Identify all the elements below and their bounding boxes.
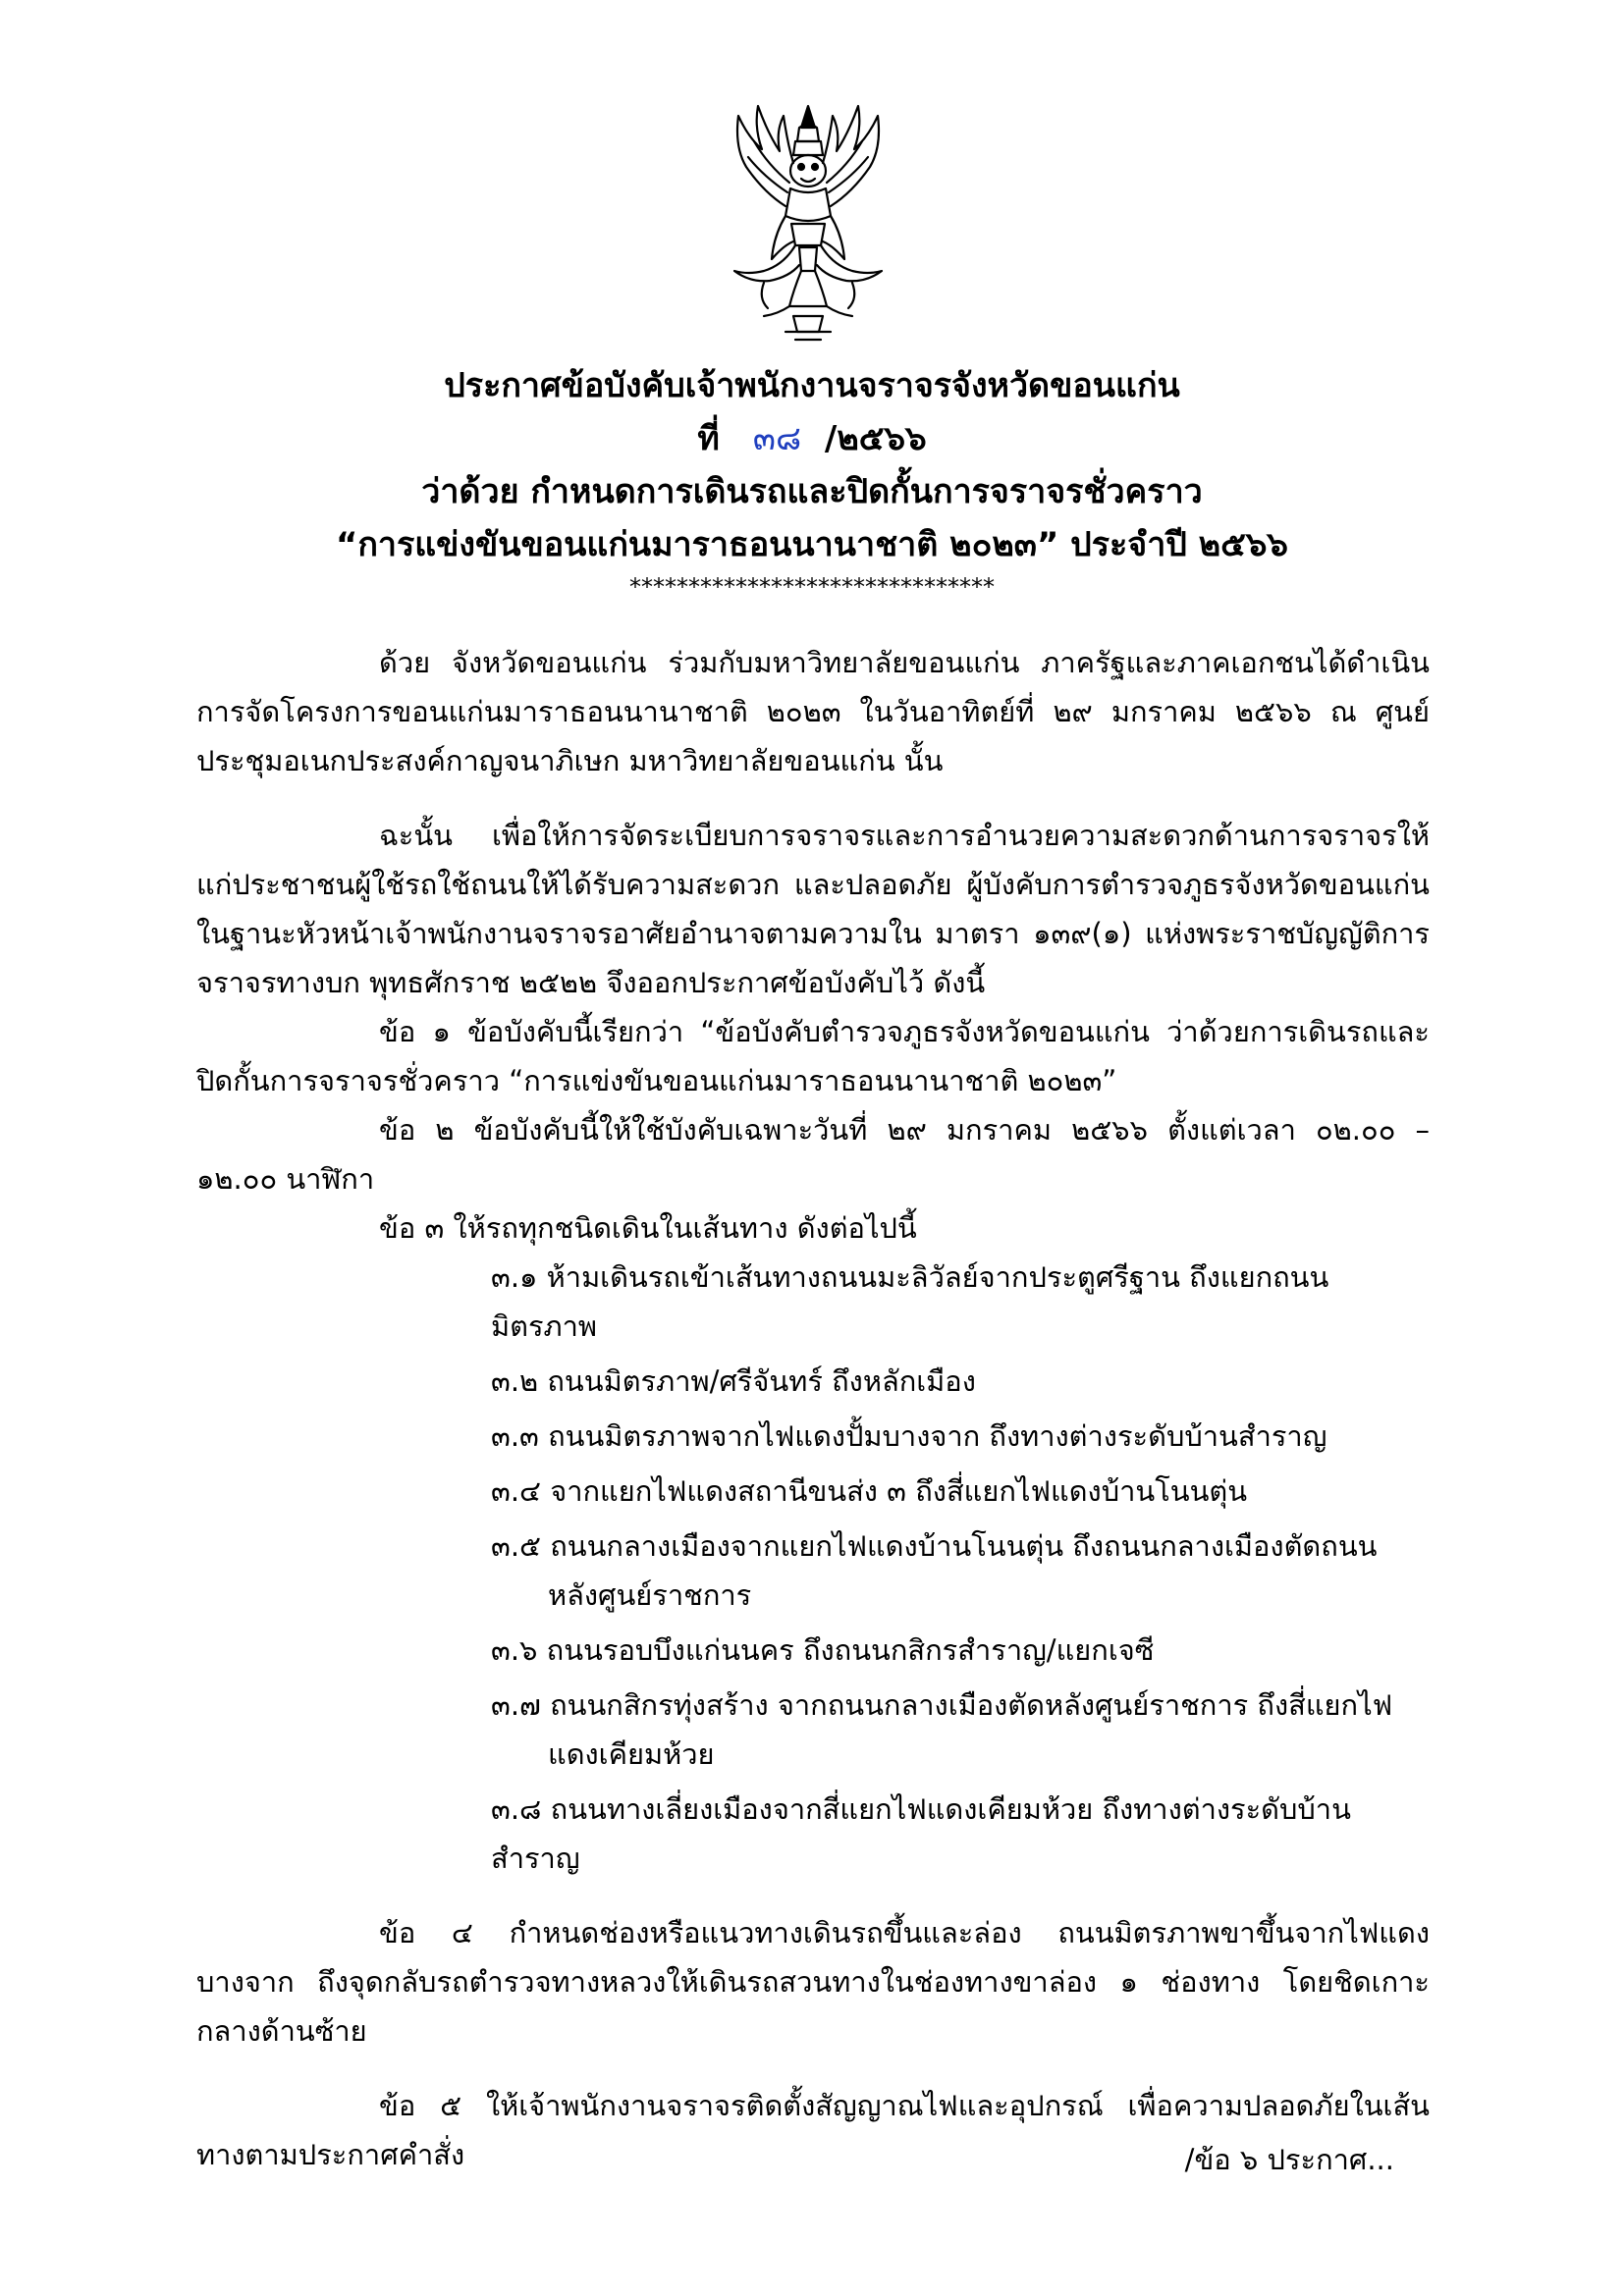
clause-3: ข้อ ๓ ให้รถทุกชนิดเดินในเส้นทาง ดังต่อไปนี้	[379, 1211, 917, 1245]
document-event: “การแข่งขันขอนแก่นมาราธอนนานาชาติ ๒๐๒๓” ประจำปี ๒๕๖๖	[335, 525, 1289, 564]
garuda-emblem-icon	[705, 98, 911, 346]
clause-1: ข้อ ๑ ข้อบังคับนี้เรียกว่า “ข้อบังคับตำรวจภูธรจังหวัดขอนแก่น ว่าด้วยการเดินรถและปิดกั้นการจราจรชั่วคราว “การแข่งขันขอนแก่นมาราธอนนานาชาติ ๒๐๒๓”	[196, 1015, 1430, 1097]
authority-paragraph: ฉะนั้น เพื่อให้การจัดระเบียบการจราจรและการอำนวยความสะดวกด้านการจราจรให้แก่ประชาชนผู้ใช้รถใช้ถนนให้ได้รับความสะดวก และปลอดภัย ผู้บังคับการตำรวจภูธรจังหวัดขอนแก่นในฐานะหัวหน้าเจ้าพนักงานจราจรอาศัยอำนาจตามความใน มาตรา ๑๓๙(๑) แห่งพระราชบัญญัติการจราจรทางบก พุทธศักราช ๒๕๒๒ จึงออกประกาศข้อบังคับไว้ ดังนี้	[196, 819, 1430, 999]
document-number	[196, 412, 1428, 465]
route-item	[196, 1522, 1430, 1620]
route-item-continuation: แดงเคียมห้วย	[548, 1737, 715, 1771]
clause-4: ข้อ ๔ กำหนดช่องหรือแนวทางเดินรถขึ้นและล่อง ถนนมิตรภาพขาขึ้นจากไฟแดงบางจาก ถึงจุดกลับรถตำรวจทางหลวงให้เดินรถสวนทางในช่องทางขาล่อง ๑ ช่องทาง โดยชิดเกาะกลางด้านซ้าย	[196, 1916, 1430, 2048]
route-item: ๓.๓ ถนนมิตรภาพจากไฟแดงปั้มบางจาก ถึงทางต่างระดับบ้านสำราญ	[491, 1419, 1327, 1453]
number-prefix: ที่	[697, 419, 720, 458]
route-item: ๓.๔ จากแยกไฟแดงสถานีขนส่ง ๓ ถึงสี่แยกไฟแดงบ้านโนนตุ่น	[491, 1474, 1248, 1508]
document-header	[196, 359, 1428, 599]
clause-2: ข้อ ๒ ข้อบังคับนี้ให้ใช้บังคับเฉพาะวันที่ ๒๙ มกราคม ๒๕๖๖ ตั้งแต่เวลา ๐๒.๐๐ – ๑๒.๐๐ นาฬิกา	[196, 1113, 1430, 1196]
route-item: ๓.๒ ถนนมิตรภาพ/ศรีจันทร์ ถึงหลักเมือง	[491, 1364, 976, 1398]
route-item-continuation: หลังศูนย์ราชการ	[548, 1578, 752, 1612]
clause-5: ข้อ ๕ ให้เจ้าพนักงานจราจรติดตั้งสัญญาณไฟและอุปกรณ์ เพื่อความปลอดภัยในเส้นทางตามประกาศคำสั่ง	[196, 2089, 1430, 2171]
route-item: ๓.๑ ห้ามเดินรถเข้าเส้นทางถนนมะลิวัลย์จากประตูศรีฐาน ถึงแยกถนนมิตรภาพ	[491, 1260, 1329, 1343]
route-item	[196, 1681, 1430, 1779]
star-divider: *******************************	[629, 573, 995, 601]
route-item-text: ๓.๗ ถนนกสิกรทุ่งสร้าง จากถนนกลางเมืองตัดหลังศูนย์ราชการ ถึงสี่แยกไฟ	[491, 1688, 1393, 1722]
number-value: ๓๘	[752, 419, 802, 458]
route-item: ๓.๖ ถนนรอบบึงแก่นนคร ถึงถนนกสิกรสำราญ/แยกเจซี	[491, 1633, 1155, 1667]
route-item: ๓.๘ ถนนทางเลี่ยงเมืองจากสี่แยกไฟแดงเคียมห้วย ถึงทางต่างระดับบ้านสำราญ	[491, 1792, 1351, 1875]
route-list	[196, 1253, 1430, 1883]
continuation-note: /ข้อ ๖ ประกาศ...	[1184, 2143, 1394, 2176]
number-suffix: /๒๕๖๖	[824, 419, 927, 458]
document-title: ประกาศข้อบังคับเจ้าพนักงานจราจรจังหวัดขอนแก่น	[444, 366, 1180, 405]
intro-paragraph: ด้วย จังหวัดขอนแก่น ร่วมกับมหาวิทยาลัยขอนแก่น ภาครัฐและภาคเอกชนได้ดำเนินการจัดโครงการขอนแก่นมาราธอนนานาชาติ ๒๐๒๓ ในวันอาทิตย์ที่ ๒๙ มกราคม ๒๕๖๖ ณ ศูนย์ประชุมอเนกประสงค์กาญจนาภิเษก มหาวิทยาลัยขอนแก่น นั้น	[196, 646, 1430, 777]
document-subject: ว่าด้วย กำหนดการเดินรถและปิดกั้นการจราจรชั่วคราว	[421, 472, 1203, 511]
document-body	[196, 638, 1430, 2179]
route-item-text: ๓.๕ ถนนกลางเมืองจากแยกไฟแดงบ้านโนนตุ่น ถึงถนนกลางเมืองตัดถนน	[491, 1529, 1378, 1563]
